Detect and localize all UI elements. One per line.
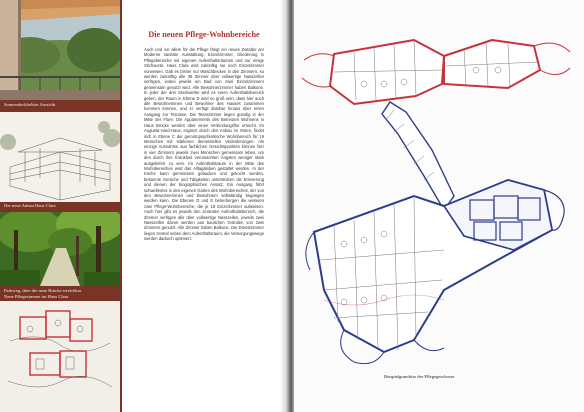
building-sketch-caption: Der neue Anbau Haus Clara xyxy=(4,203,56,208)
room-plan-photo xyxy=(0,301,120,412)
terrace-photo-caption: Sonnendeckheliste Aussicht xyxy=(4,102,56,107)
terrace-photo xyxy=(0,0,120,100)
article xyxy=(144,30,264,242)
left-page xyxy=(0,0,288,412)
article-body: Auch und vor allem für die Pflege fängt ein neues Zeitalter an! Moderne sanitäre Ausstattung, Einzelzimmer, Gliederung in Pflegebereiche mit eigenen Aufenthaltsräumen und nur einige Stichworte. Haus Clara wird zukünftig nur noch Einzelzimmer vorweisen. Gab es bisher nur Waschbecken in den Zimmern, so werden zukünftig alle 36 Zimmer über vollwertige Nasszellen verfügen, wobei jeweils ein Bad von zwei Einzelzimmern gemeinsam genutzt wird. Alle Bewohnerzimmer haben Balkone. In jeder der drei Stockwerke wird es einen Aufenthaltsbereich geben, der Raum in Ebene D wird so groß sein, dass hier auch alle Bewohnerinnen und Bewohner des Hauses zusammen kommen können, und er verfügt darüber hinaus über einen Ausgang zur Terrasse. Die Teamzimmer liegen günstig in der Mitte der Flure. Die Appartements des Betreuten Wohnens in Haus Brücke werden über einen Verbindungsflur erreicht. Im Augusta-Hard-Haus, ergänzt durch den Anbau im Osten, findet sich in Ebene C der gerontopsychiatrische Wohnbereich für 19 Menschen mit stärkeren dementiellen Veränderungen. Als einzige Ausnahme aus fachlichen Gesichtspunkten können hier in vier Zimmern jeweils zwei Menschen gemeinsam leben, um den durch ihre Krankheit verursachten Ängsten weniger stark ausgeliefert zu sein. Im Aufenthaltsraum in der Mitte des Wohnbereiches wird das Alltagsleben gestaltet werden. In der Küche kann gemeinsam gebacken und gekocht werden, bekannte Gerüche und Tätigkeiten unterstützen die Erinnerung und dienen der biographischen Ansatz. Ein Ausgang führt schwellenlos in den eigenen Garten des Wohnbereiches, der von den Bewohnerinnen und Bewohnern selbständig begangen werden kann. Die Ebenen D und E beherbergen die weiteren zwei Pflege-Wohnbereiche, die je 18 Einzelzimmer aufweisen. Auch hier gibt es jeweils den zentralen Aufenthaltsbereich, die Zimmer verfügen alle über vollwertige Nasszellen, jeweils zwei Nasszellen davon werden aus baulichen Gründen von zwei Zimmern genutzt. Alle Zimmer haben Balkone. Die Dienstzimmer liegen zentral neben dem Aufenthaltsraum, die Versorgungswege werden dadurch optimiert. xyxy=(144,47,264,242)
building-sketch xyxy=(0,112,120,202)
right-page xyxy=(294,0,584,412)
park-photo xyxy=(0,212,120,286)
rooms-photo-caption: Neue Pflegezimmer im Haus Clara xyxy=(4,294,69,299)
photo-sidebar xyxy=(0,0,122,412)
floor-plan-caption: Beispielgrundriss der Pflegegeschosse xyxy=(384,374,455,379)
lower-wing-plan xyxy=(306,180,564,364)
connector-corridor-plan xyxy=(382,102,454,210)
park-photo-caption: Parkweg, über die neue Brücke erreichbar xyxy=(4,288,82,293)
floor-plan-drawing xyxy=(294,0,584,412)
article-title: Die neuen Pflege-Wohnbereiche xyxy=(148,30,260,39)
upper-wing-plan xyxy=(302,40,570,104)
